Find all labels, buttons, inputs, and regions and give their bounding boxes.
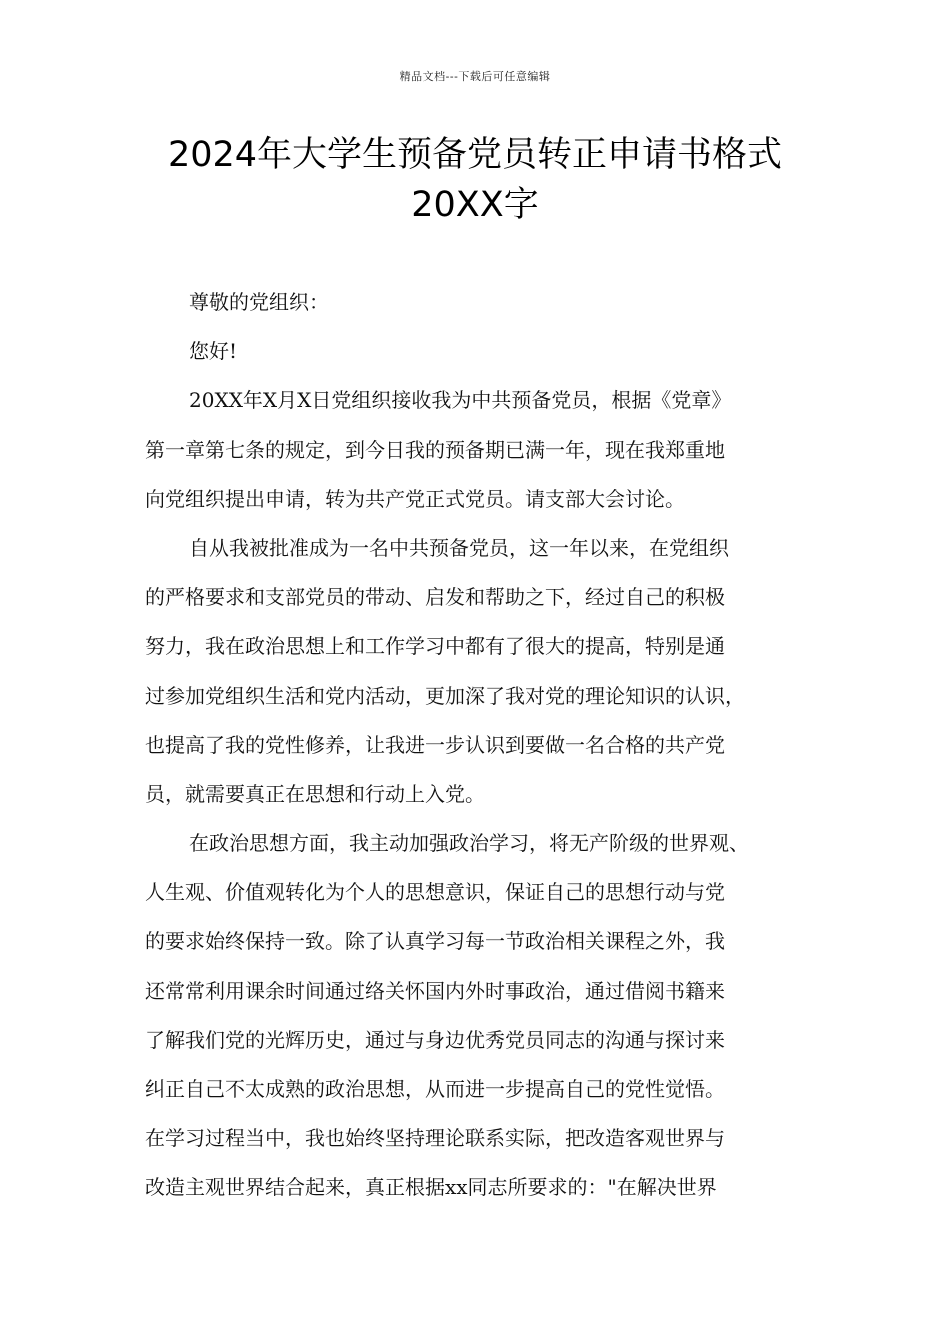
paragraph-line: 努力，我在政治思想上和工作学习中都有了很大的提高，特别是通	[145, 634, 725, 659]
page-title	[100, 130, 850, 230]
title-line-1: 2024年大学生预备党员转正申请书格式	[167, 135, 783, 175]
paragraph-line: 自从我被批准成为一名中共预备党员，这一年以来，在党组织	[189, 535, 729, 560]
paragraph-line: 纠正自己不太成熟的政治思想，从而进一步提高自己的党性觉悟。	[145, 1077, 725, 1101]
paragraph-line: 在学习过程当中，我也始终坚持理论联系实际，把改造客观世界与	[145, 1126, 725, 1151]
paragraph-line: 向党组织提出申请，转为共产党正式党员。请支部大会讨论。	[145, 486, 685, 511]
paragraph-line: 改造主观世界结合起来，真正根据xx同志所要求的："在解决世界	[145, 1175, 717, 1200]
header-note: 精品文档---下载后可任意编辑	[399, 70, 551, 83]
paragraph-line: 过参加党组织生活和党内活动，更加深了我对党的理论知识的认识，	[145, 683, 745, 708]
greeting: 您好!	[189, 339, 238, 364]
title-line-2: 20XX字	[411, 185, 539, 225]
paragraph-line: 了解我们党的光辉历史，通过与身边优秀党员同志的沟通与探讨来	[145, 1027, 725, 1052]
paragraph-line: 在政治思想方面，我主动加强政治学习，将无产阶级的世界观、	[189, 831, 749, 856]
paragraph-line: 员，就需要真正在思想和行动上入党。	[145, 781, 485, 806]
paragraph-line: 也提高了我的党性修养，让我进一步认识到要做一名合格的共产党	[145, 732, 725, 757]
salutation: 尊敬的党组织：	[189, 290, 329, 314]
paragraph-line: 20XX年X月X日党组织接收我为中共预备党员，根据《党章》	[189, 388, 732, 413]
paragraph-line: 人生观、价值观转化为个人的思想意识，保证自己的思想行动与党	[145, 880, 725, 905]
body-text	[145, 278, 835, 1213]
paragraph-line: 的要求始终保持一致。除了认真学习每一节政治相关课程之外，我	[145, 929, 725, 954]
paragraph-line: 第一章第七条的规定，到今日我的预备期已满一年，现在我郑重地	[145, 437, 725, 462]
paragraph-line: 还常常利用课余时间通过络关怀国内外时事政治，通过借阅书籍来	[145, 978, 725, 1003]
paragraph-line: 的严格要求和支部党员的带动、启发和帮助之下，经过自己的积极	[145, 585, 725, 610]
